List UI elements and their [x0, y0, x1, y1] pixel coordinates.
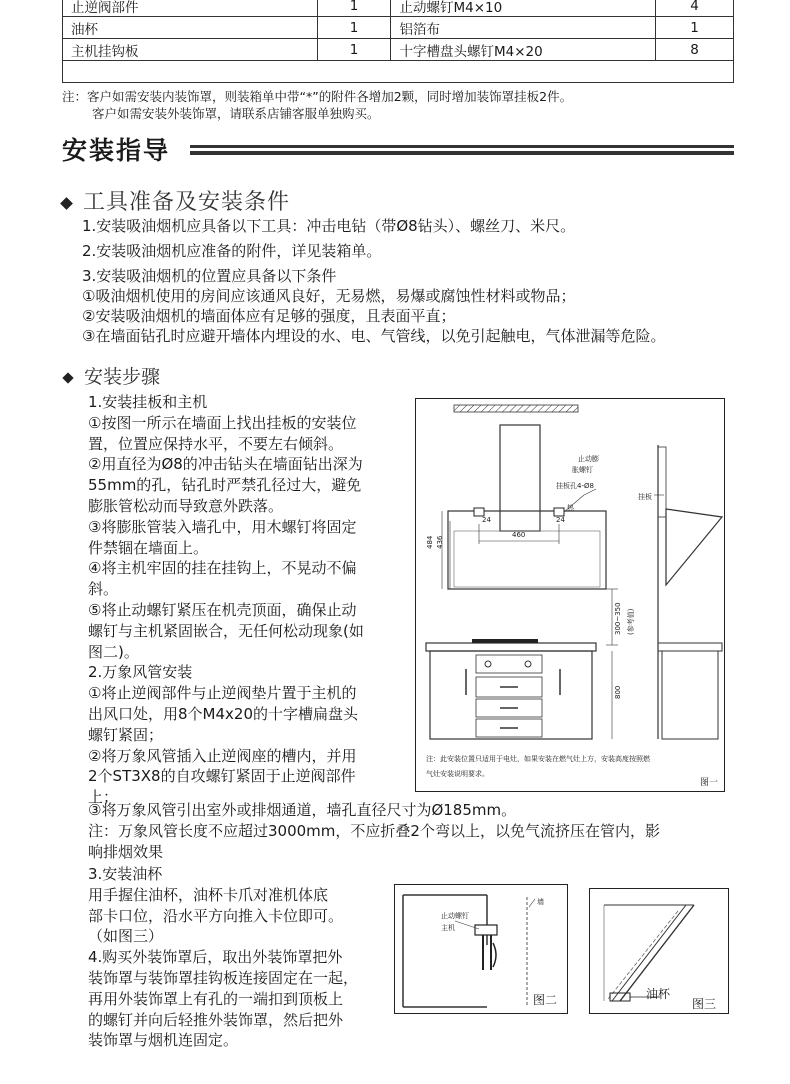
part-name: 铝箔布 [391, 17, 656, 39]
part-qty: 1 [656, 17, 734, 39]
section-title: 安装指导 [62, 136, 171, 165]
tools-item: ①吸油烟机使用的房间应该通风良好，无易燃，易爆或腐蚀性材料或物品； [82, 287, 576, 305]
label-hanger: 挂板 [638, 493, 652, 501]
step-line: ⑤将止动螺钉紧压在机壳顶面，确保止动 [88, 600, 357, 619]
step-line: 螺钉与主机紧固嵌合，无任何松动现象(如 [88, 621, 364, 640]
figure-1-note-2: 气灶安装说明要求。 [426, 770, 489, 778]
step-line: 用手握住油杯，油杯卡爪对准机体底 [88, 885, 329, 904]
figure-1-note-1: 注：此安装位置只适用于电灶，如果安装在燃气灶上方，安装高度按照燃 [426, 755, 650, 763]
step-line: 注：万象风管长度不应超过3000mm，不应折叠2个弯以上，以免气流挤压在管内，影 [88, 822, 660, 840]
step-line: 装饰罩与烟机连固定。 [88, 1031, 239, 1050]
figure-2 [394, 884, 568, 1014]
tools-item: ③在墙面钻孔时应避开墙体内埋设的水、电、气管线，以免引起触电，气体泄漏等危险。 [82, 327, 666, 345]
parts-table [62, 0, 734, 83]
label-hanger-hole: 挂板孔4-Ø8 [556, 482, 594, 490]
step-line: ①按图一所示在墙面上找出挂板的安装位 [88, 413, 357, 432]
part-name: 油杯 [63, 17, 318, 39]
part-qty: 4 [656, 0, 734, 17]
part-qty: 1 [317, 0, 391, 17]
title-rule-bottom [190, 151, 734, 155]
label-host: 主机 [441, 924, 455, 932]
table-row [63, 17, 734, 39]
steps-left-block [88, 392, 408, 808]
steps-heading-text: 安装步骤 [84, 366, 161, 388]
step-line: 上； [88, 788, 119, 807]
part-name: 止逆阀部件 [63, 0, 318, 17]
diamond-icon [60, 197, 73, 210]
step-line: 图二)。 [88, 642, 139, 661]
figure-3-caption: 图三 [692, 997, 717, 1011]
dim-300-350: 300~350 [614, 602, 622, 635]
tools-heading [62, 185, 290, 216]
dim-484: 484 [426, 535, 434, 549]
empty-row [63, 61, 734, 83]
figure-1 [415, 398, 725, 792]
step-line: 的螺钉并向后轻推外装饰罩，然后把外 [88, 1010, 344, 1029]
step-line: 3.安装油杯 [88, 865, 163, 883]
dim-ref: (参考值) [627, 608, 635, 635]
steps-heading [64, 362, 160, 389]
step-line: 螺钉紧固； [88, 725, 164, 744]
step-line: ②用直径为Ø8的冲击钻头在墙面钻出深为 [88, 455, 363, 474]
figure-1-caption: 图一 [700, 778, 719, 788]
tools-item: 1.安装吸油烟机应具备以下工具：冲击电钻（带Ø8钻头）、螺丝刀、米尺。 [82, 217, 576, 235]
tools-item: 3.安装吸油烟机的位置应具备以下条件 [82, 267, 337, 285]
figure-3 [589, 888, 729, 1014]
part-qty: 1 [317, 17, 391, 39]
step-line: ①将止逆阀部件与止逆阀垫片置于主机的 [88, 684, 357, 703]
step-line: ②将万象风管插入止逆阀座的槽内，并用 [88, 746, 357, 765]
table-row [63, 39, 734, 61]
tools-heading-text: 工具准备及安装条件 [83, 190, 291, 215]
step-line: ③将膨胀管装入墙孔中，用木螺钉将固定 [88, 517, 357, 536]
step-line: 斜。 [88, 580, 119, 599]
dim-800: 800 [614, 685, 622, 699]
part-name: 十字槽盘头螺钉M4×20 [391, 39, 656, 61]
part-name: 止动螺钉M4×10 [391, 0, 656, 17]
label-stop-screw-2: 胀螺钉 [572, 466, 593, 474]
tools-item: 2.安装吸油烟机应准备的附件，详见装箱单。 [82, 242, 382, 260]
tag-pad: 热 [567, 504, 574, 512]
step-line: 1.安装挂板和主机 [88, 393, 208, 411]
step-line: 装饰罩与装饰罩挂钩板连接固定在一起， [88, 968, 359, 987]
dim-460: 460 [512, 531, 526, 539]
step-line: 膨胀管松动而导致意外跌落。 [88, 496, 284, 515]
figure-2-caption: 图二 [533, 993, 558, 1007]
table-row [63, 61, 734, 83]
step-line: 出风口处，用8个M4x20的十字槽扁盘头 [88, 704, 358, 723]
step-line: 4.购买外装饰罩后，取出外装饰罩把外 [88, 948, 343, 967]
step-line: 2个ST3X8的自攻螺钉紧固于止逆阀部件 [88, 767, 356, 786]
note-line-1: 注：客户如需安装内装饰罩，则装箱单中带“*”的附件各增加2颗，同时增加装饰罩挂板2件。 [62, 89, 573, 104]
diamond-icon [62, 372, 73, 383]
part-name: 主机挂钩板 [63, 39, 318, 61]
step-line: 置，位置应保持水平，不要左右倾斜。 [88, 434, 344, 453]
label-oil-cup: 油杯 [646, 987, 671, 1001]
tag-24-right: 24 [556, 516, 565, 524]
note-line-2: 客户如需安装外装饰罩，请联系店铺客服单独购买。 [92, 106, 380, 121]
steps-lower-block [88, 864, 388, 1051]
step-line: 件禁锢在墙面上。 [88, 538, 209, 557]
label-stop-screw: 止动膨 [578, 455, 599, 463]
part-qty: 1 [317, 39, 391, 61]
step-line: （如图三） [88, 927, 164, 946]
part-qty: 8 [656, 39, 734, 61]
label-wall: 墙 [537, 898, 544, 906]
step-line: ④将主机牢固的挂在挂钩上，不晃动不偏 [88, 559, 357, 578]
label-stop-screw: 止动螺钉 [441, 912, 469, 920]
step-line: 部卡口位，沿水平方向推入卡位即可。 [88, 906, 344, 925]
tag-24-left: 24 [482, 516, 491, 524]
step-line: ③将万象风管引出室外或排烟通道，墙孔直径尺寸为Ø185mm。 [88, 801, 517, 819]
title-rule-top [190, 145, 734, 148]
step-line: 再用外装饰罩上有孔的一端扣到顶板上 [88, 989, 344, 1008]
table-row [63, 0, 734, 17]
tools-item: ②安装吸油烟机的墙面体应有足够的强度，且表面平直； [82, 307, 456, 325]
step-line: 55mm的孔，钻孔时严禁孔径过大，避免 [88, 476, 362, 495]
dim-436: 436 [436, 535, 444, 549]
figure-1-drawing [416, 399, 724, 791]
step-line: 响排烟效果 [88, 843, 164, 861]
step-line: 2.万象风管安装 [88, 663, 193, 682]
